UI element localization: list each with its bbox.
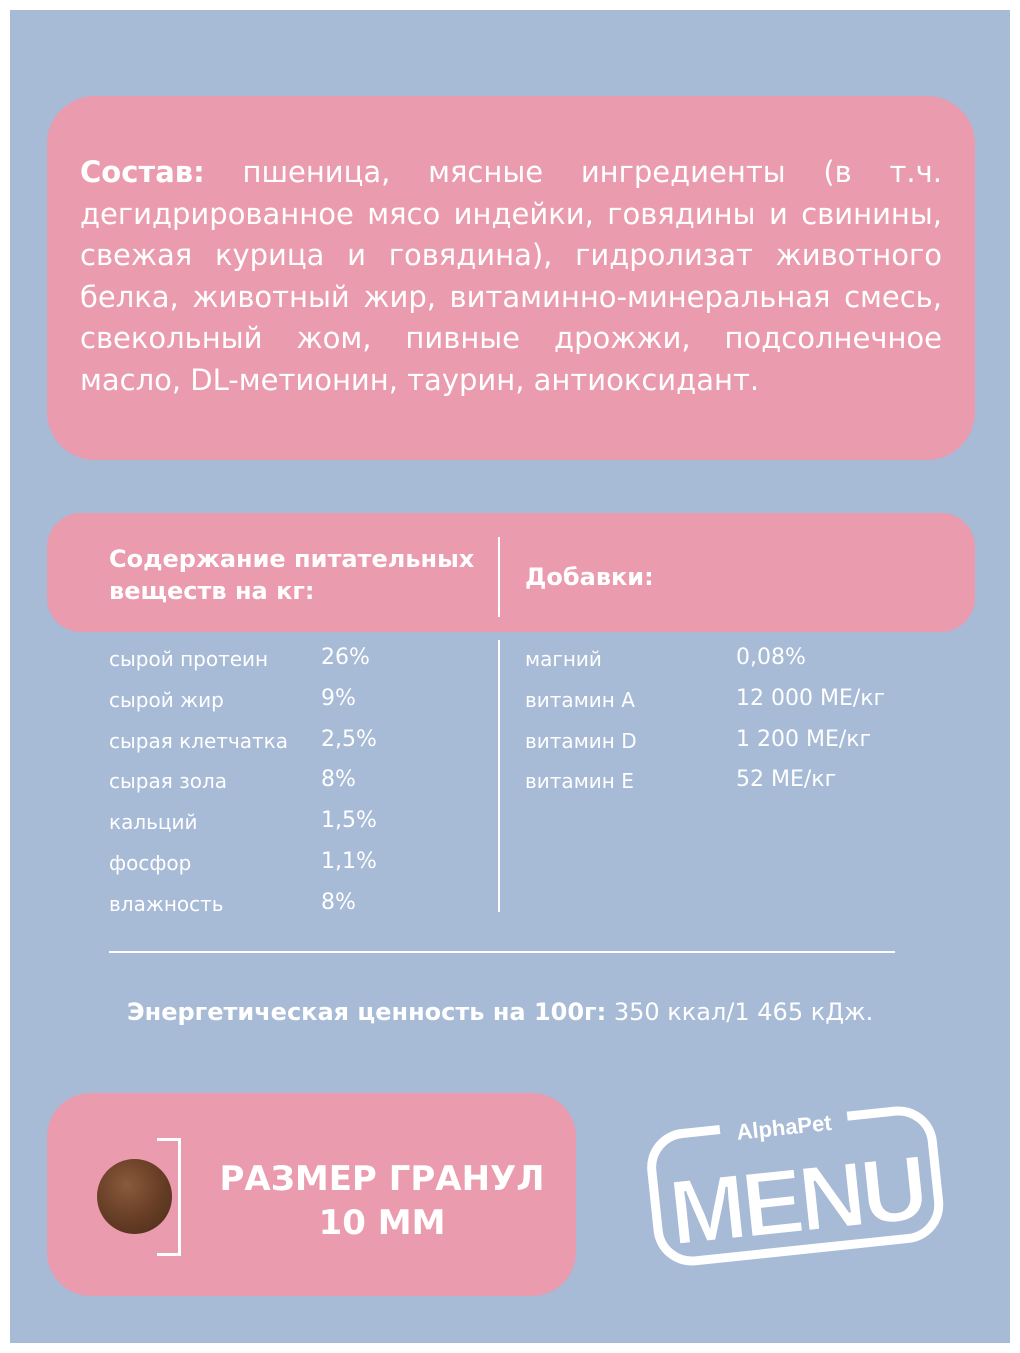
nutrient-label: сырая клетчатка xyxy=(109,729,289,753)
granule-size-line1: РАЗМЕР ГРАНУЛ xyxy=(219,1159,545,1199)
additive-label: витамин Е xyxy=(525,769,634,793)
logo-word: MENU xyxy=(664,1136,929,1265)
nutrient-label: фосфор xyxy=(109,851,192,875)
energy-label: Энергетическая ценность на 100г: xyxy=(127,998,607,1026)
nutrient-value: 8% xyxy=(321,767,356,792)
logo-brand: AlphaPet xyxy=(735,1109,833,1145)
bracket-icon xyxy=(157,1138,181,1256)
nutrient-value: 1,5% xyxy=(321,808,377,833)
additive-label: магний xyxy=(525,647,602,671)
additive-label: витамин D xyxy=(525,729,637,753)
nutrient-label: влажность xyxy=(109,892,224,916)
composition-text xyxy=(80,152,942,401)
energy-value-line xyxy=(127,996,873,1028)
composition-panel xyxy=(47,96,975,460)
column-divider xyxy=(498,640,500,912)
nutrients-header xyxy=(47,513,975,632)
nutrient-value: 2,5% xyxy=(321,727,377,752)
column-divider-top xyxy=(498,537,500,617)
nutrients-title-line1: Содержание питательных xyxy=(109,545,475,573)
alphapet-menu-logo xyxy=(640,1092,950,1277)
composition-ingredients: пшеница, мясные ингредиенты (в т.ч. дегидрированное мясо индейки, говядины и свинины, свежая курица и говядина), гидролизат животного белка, животный жир, витаминно-минеральная смесь, свекольный жом, пивные дрожжи, подсолнечное масло, DL-метионин, таурин, антиоксидант. xyxy=(80,155,942,397)
nutrient-label: сырая зола xyxy=(109,769,228,793)
additive-label: витамин А xyxy=(525,688,635,712)
additive-value: 1 200 МЕ/кг xyxy=(736,727,872,752)
granule-size-line2: 10 ММ xyxy=(318,1203,446,1243)
granule-size-panel xyxy=(47,1093,576,1296)
granule-size-text xyxy=(212,1157,552,1245)
nutrient-label: сырой жир xyxy=(109,688,224,712)
nutrient-label: сырой протеин xyxy=(109,647,269,671)
additives-title: Добавки: xyxy=(525,563,654,591)
additive-value: 0,08% xyxy=(736,645,806,670)
nutrient-label: кальций xyxy=(109,810,198,834)
nutrients-title xyxy=(109,543,474,607)
nutrient-value: 1,1% xyxy=(321,849,377,874)
energy-amount: 350 ккал/1 465 кДж. xyxy=(606,998,874,1026)
nutrients-title-line2: веществ на кг: xyxy=(109,577,315,605)
additive-value: 52 МЕ/кг xyxy=(736,767,837,792)
nutrient-value: 8% xyxy=(321,890,356,915)
additive-value: 12 000 МЕ/кг xyxy=(736,686,886,711)
nutrient-value: 26% xyxy=(321,645,370,670)
nutrient-value: 9% xyxy=(321,686,356,711)
divider-line xyxy=(109,951,895,953)
composition-label: Состав: xyxy=(80,155,205,189)
